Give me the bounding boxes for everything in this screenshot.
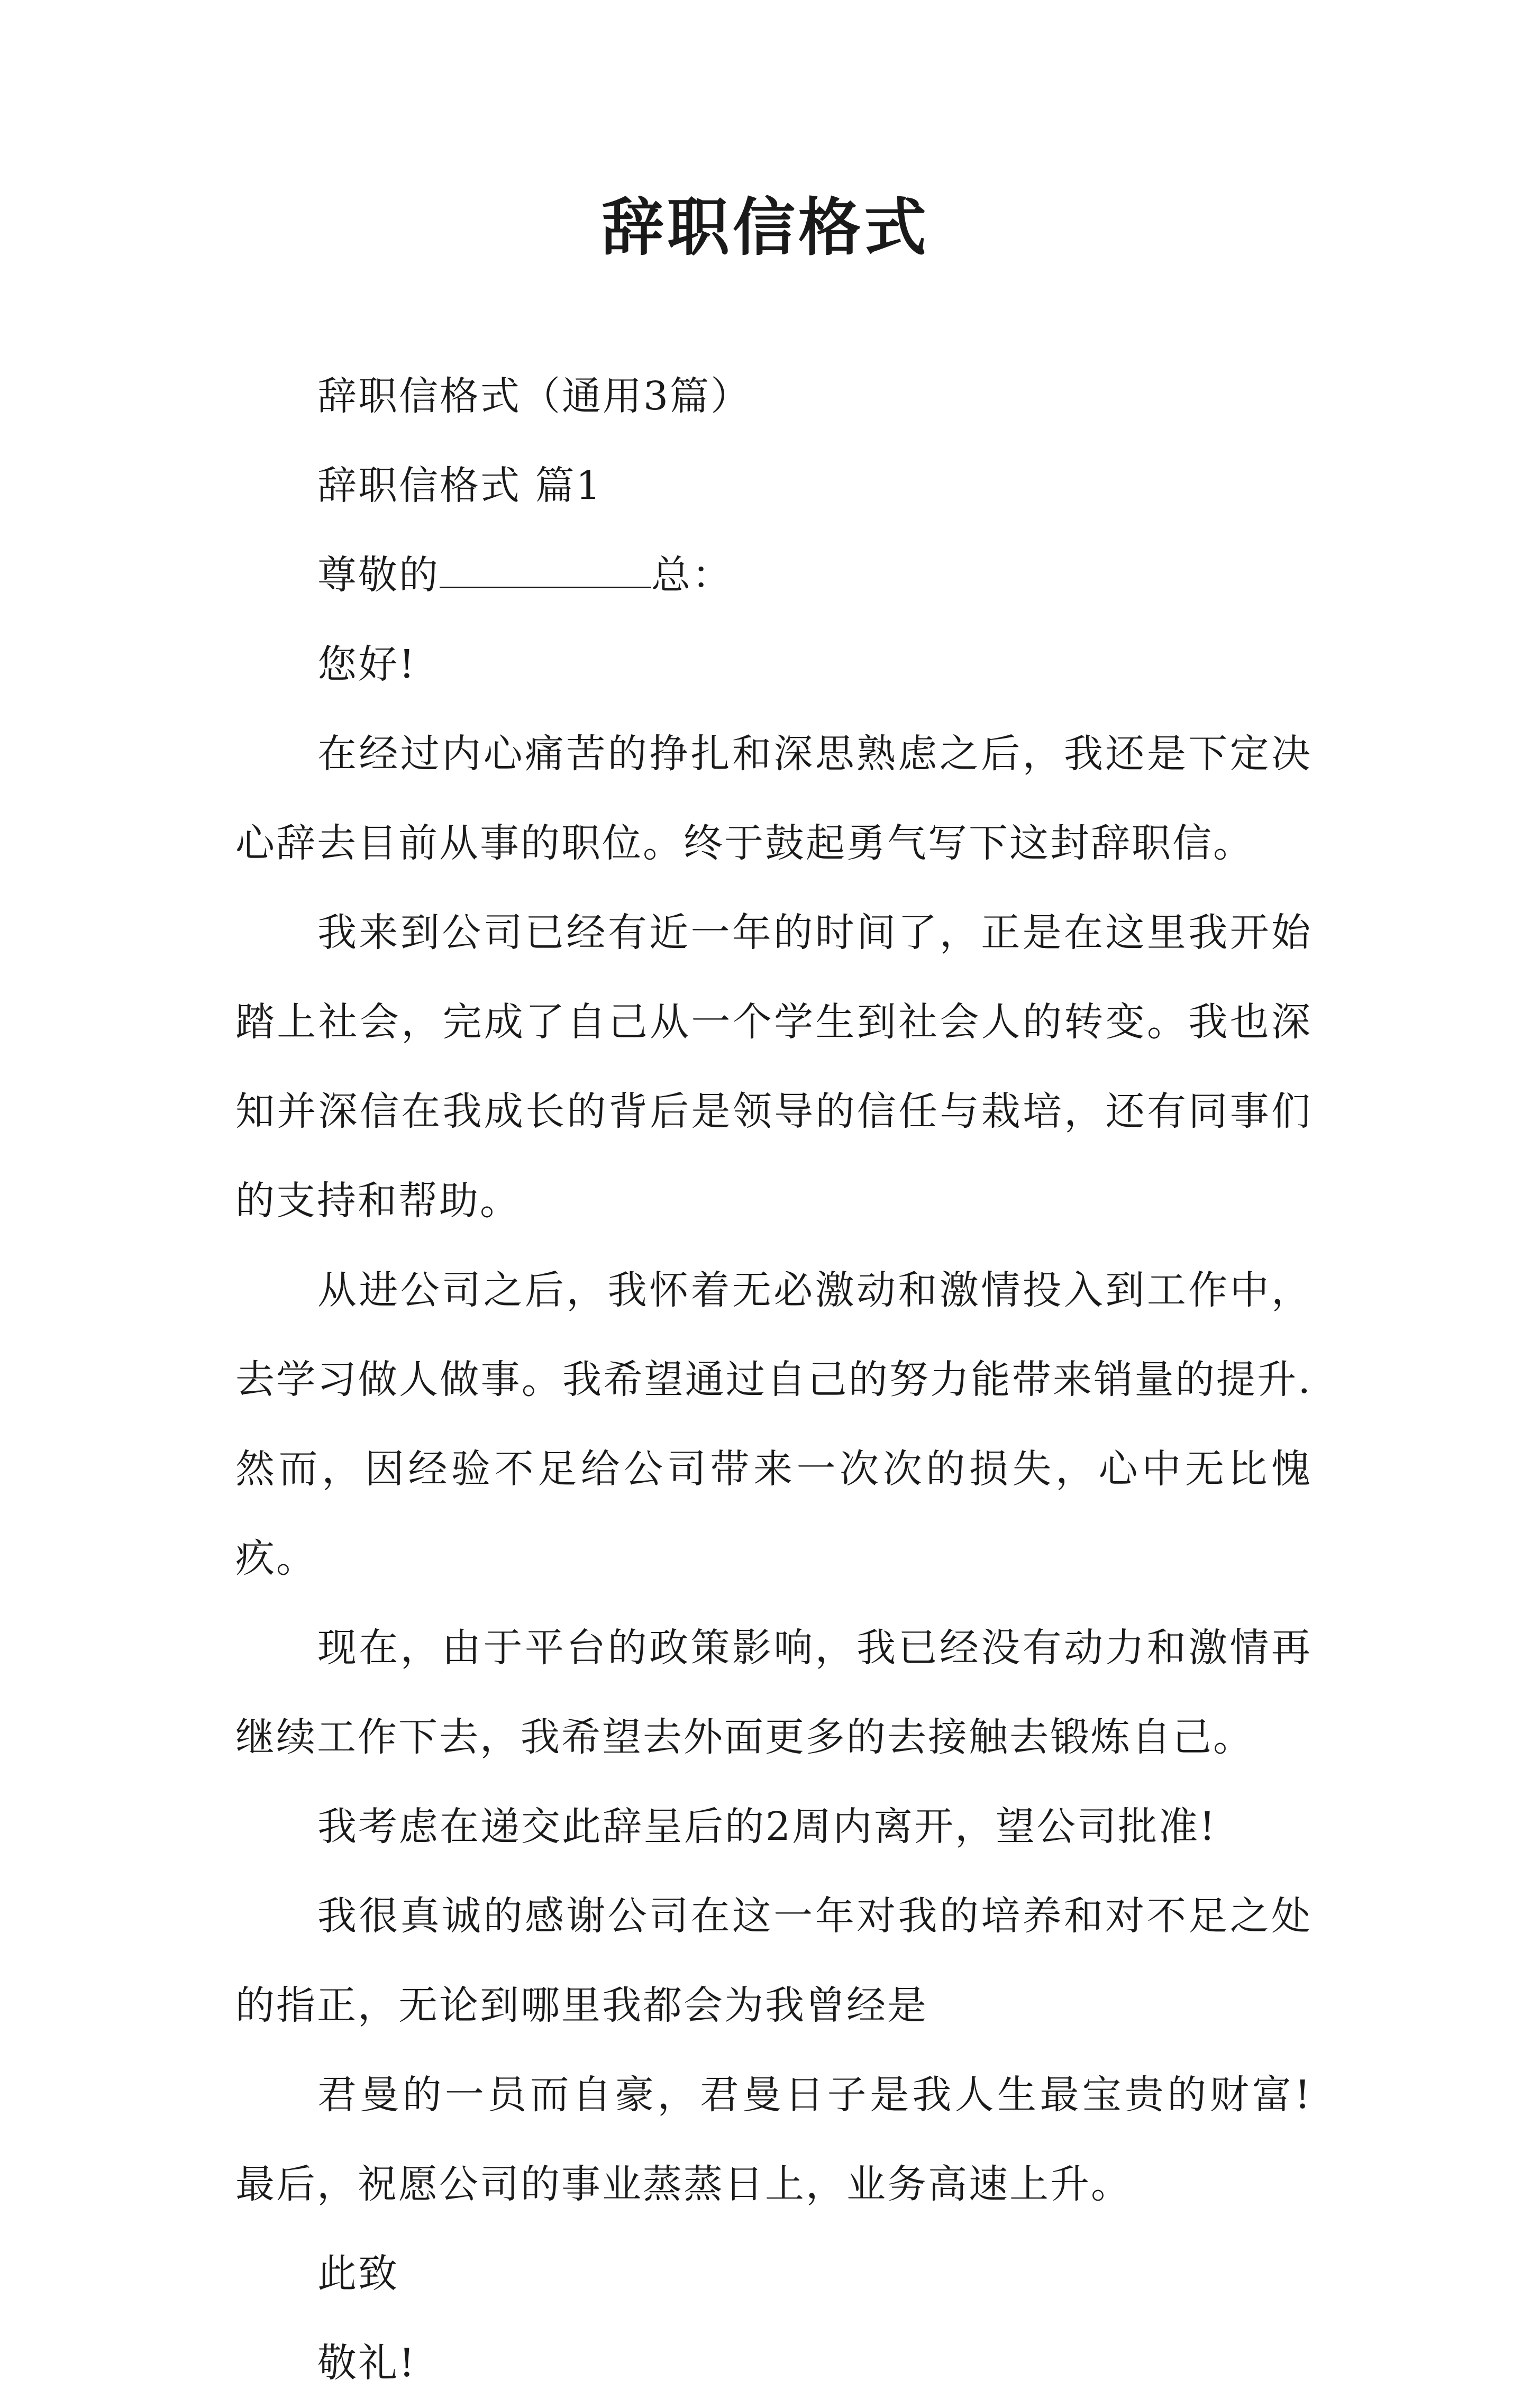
closing-line: 此致 — [317, 2251, 399, 2296]
paragraph: 我考虑在递交此辞呈后的2周内离开，望公司批准! — [317, 1804, 1217, 1849]
paragraph: 我很真诚的感谢公司在这一年对我的培养和对不足之处的指正，无论到哪里我都会为我曾经是 — [235, 1893, 1312, 2028]
greeting: 您好! — [317, 642, 416, 687]
salutation — [235, 531, 1312, 620]
document-body — [235, 352, 1312, 2408]
salutation-suffix: 总： — [651, 552, 733, 598]
salutation-prefix: 尊敬的 — [317, 552, 440, 598]
paragraph: 君曼的一员而自豪，君曼日子是我人生最宝贵的财富!最后，祝愿公司的事业蒸蒸日上，业务高速上升。 — [235, 2072, 1312, 2207]
recipient-blank — [440, 550, 651, 588]
document-subtitle: 辞职信格式（通用3篇） — [317, 373, 752, 419]
closing-regards: 敬礼! — [317, 2340, 416, 2386]
paragraph: 现在，由于平台的政策影响，我已经没有动力和激情再继续工作下去，我希望去外面更多的去接触去锻炼自己。 — [235, 1625, 1312, 1760]
paragraph: 我来到公司已经有近一年的时间了，正是在这里我开始踏上社会，完成了自己从一个学生到社会人的转变。我也深知并深信在我成长的背后是领导的信任与栽培，还有同事们的支持和帮助。 — [235, 910, 1312, 1224]
paragraph: 从进公司之后，我怀着无必激动和激情投入到工作中，去学习做人做事。我希望通过自己的努力能带来销量的提升.然而，因经验不足给公司带来一次次的损失，心中无比愧疚。 — [235, 1267, 1312, 1581]
paragraph: 在经过内心痛苦的挣扎和深思熟虑之后，我还是下定决心辞去目前从事的职位。终于鼓起勇气写下这封辞职信。 — [235, 731, 1312, 866]
document-title: 辞职信格式 — [601, 190, 929, 264]
section-heading: 辞职信格式 篇1 — [317, 463, 603, 508]
